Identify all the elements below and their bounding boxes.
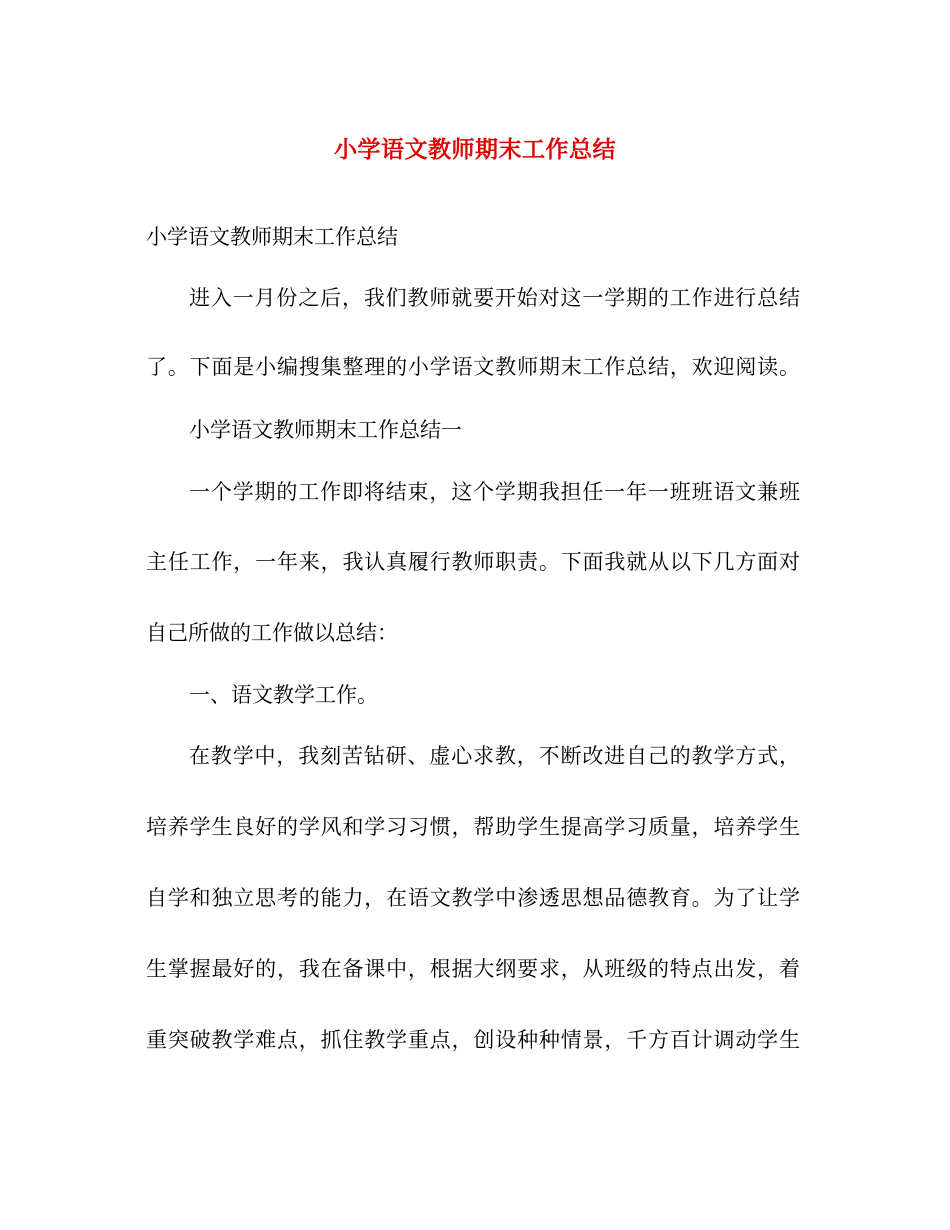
document-title: 小学语文教师期末工作总结 — [334, 136, 616, 163]
section-heading-line: 小学语文教师期末工作总结一 — [189, 418, 462, 442]
paragraph-line: 生掌握最好的，我在备课中，根据大纲要求，从班级的特点出发，着 — [146, 957, 800, 981]
paragraph-line: 自学和独立思考的能力，在语文教学中渗透思想品德教育。为了让学 — [146, 886, 800, 910]
paragraph-line: 主任工作，一年来，我认真履行教师职责。下面我就从以下几方面对 — [146, 550, 800, 574]
paragraph-line: 了。下面是小编搜集整理的小学语文教师期末工作总结，欢迎阅读。 — [146, 355, 800, 379]
paragraph-line: 一个学期的工作即将结束，这个学期我担任一年一班班语文兼班 — [189, 480, 800, 504]
section-heading-line: 一、语文教学工作。 — [189, 683, 378, 707]
paragraph-line: 重突破教学难点，抓住教学重点，创设种种情景，千方百计调动学生 — [146, 1028, 800, 1052]
paragraph-line: 自己所做的工作做以总结： — [146, 621, 398, 645]
paragraph-line: 进入一月份之后，我们教师就要开始对这一学期的工作进行总结 — [189, 286, 800, 310]
subtitle-line: 小学语文教师期末工作总结 — [146, 225, 398, 249]
paragraph-line: 培养学生良好的学风和学习习惯，帮助学生提高学习质量，培养学生 — [146, 815, 800, 839]
paragraph-line: 在教学中，我刻苦钻研、虚心求教，不断改进自己的教学方式， — [189, 744, 800, 768]
